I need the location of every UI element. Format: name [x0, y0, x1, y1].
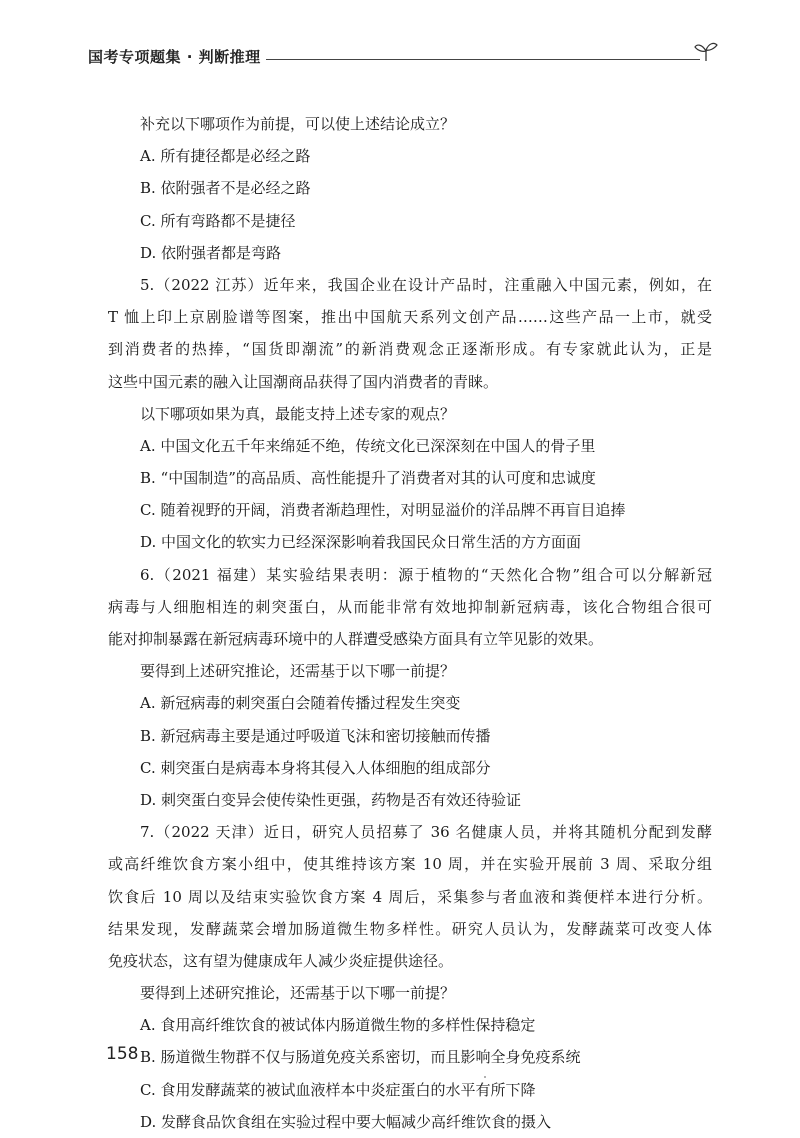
question-stem: 要得到上述研究推论，还需基于以下哪一前提？ — [140, 984, 456, 1003]
option-b: B. 新冠病毒主要是通过呼吸道飞沫和密切接触而传播 — [140, 726, 491, 745]
option-d: D. 中国文化的软实力已经深深影响着我国民众日常生活的方方面面 — [140, 533, 582, 552]
header-title: 国考专项题集 · 判断推理 — [88, 48, 261, 66]
question-stem: 以下哪项如果为真，最能支持上述专家的观点？ — [140, 404, 456, 423]
passage-line: 能对抑制暴露在新冠病毒环境中的人群遭受感染方面具有立竿见影的效果。 — [108, 630, 604, 648]
option-c: C. 刺突蛋白是病毒本身将其侵入人体细胞的组成部分 — [140, 758, 491, 777]
passage-line: 病毒与人细胞相连的刺突蛋白，从而能非常有效地抑制新冠病毒，该化合物组合很可 — [108, 597, 712, 616]
page-number: 158 — [106, 1044, 139, 1064]
passage-line: 这些中国元素的融入让国潮商品获得了国内消费者的青睐。 — [108, 372, 499, 391]
question-4-tail — [108, 108, 712, 269]
option-a: A. 食用高纤维饮食的被试体内肠道微生物的多样性保持稳定 — [140, 1016, 536, 1035]
option-b: B. 依附强者不是必经之路 — [140, 179, 311, 198]
option-a: A. 新冠病毒的刺突蛋白会随着传播过程发生突变 — [140, 694, 461, 713]
passage-line: 到消费者的热捧，“国货即潮流”的新消费观念正逐渐形成。有专家就此认为，正是 — [108, 340, 712, 359]
option-c: C. 所有弯路都不是捷径 — [140, 211, 296, 230]
sprout-icon — [694, 40, 718, 62]
passage-line: 免疫状态，这有望为健康成年人减少炎症提供途径。 — [108, 951, 454, 970]
question-7 — [108, 816, 712, 1138]
passage-line: 饮食后 10 周以及结束实验饮食方案 4 周后，采集参与者血液和粪便样本进行分析。 — [108, 887, 712, 906]
question-5 — [108, 269, 712, 559]
passage-line: 7.（2022 天津）近日，研究人员招募了 36 名健康人员，并将其随机分配到发酵 — [140, 823, 712, 842]
header-rule — [266, 59, 700, 60]
option-c: C. 随着视野的开阔，消费者渐趋理性，对明显溢价的洋品牌不再盲目追捧 — [140, 501, 626, 520]
passage-line: 5.（2022 江苏）近年来，我国企业在设计产品时，注重融入中国元素，例如，在 — [140, 275, 712, 294]
page-body — [108, 108, 712, 1138]
question-stem: 补充以下哪项作为前提，可以使上述结论成立？ — [140, 115, 456, 133]
scan-dot — [484, 1076, 486, 1078]
option-a: A. 所有捷径都是必经之路 — [140, 147, 311, 166]
option-d: D. 发酵食品饮食组在实验过程中要大幅减少高纤维饮食的摄入 — [140, 1112, 552, 1131]
passage-line: 结果发现，发酵蔬菜会增加肠道微生物多样性。研究人员认为，发酵蔬菜可改变人体 — [108, 919, 712, 938]
passage-line: 6.（2021 福建）某实验结果表明：源于植物的“天然化合物”组合可以分解新冠 — [140, 565, 712, 584]
option-d: D. 刺突蛋白变异会使传染性更强，药物是否有效还待验证 — [140, 790, 522, 809]
question-stem: 要得到上述研究推论，还需基于以下哪一前提？ — [140, 662, 456, 681]
option-a: A. 中国文化五千年来绵延不绝，传统文化已深深刻在中国人的骨子里 — [140, 436, 596, 455]
passage-line: 或高纤维饮食方案小组中，使其维持该方案 10 周，并在实验开展前 3 周、采取分组 — [108, 855, 712, 874]
option-b: B. “中国制造”的高品质、高性能提升了消费者对其的认可度和忠诚度 — [140, 469, 596, 488]
option-b: B. 肠道微生物群不仅与肠道免疫关系密切，而且影响全身免疫系统 — [140, 1048, 581, 1067]
running-header — [88, 46, 718, 70]
passage-line: T 恤上印上京剧脸谱等图案，推出中国航天系列文创产品……这些产品一上市，就受 — [108, 308, 712, 327]
option-c: C. 食用发酵蔬菜的被试血液样本中炎症蛋白的水平有所下降 — [140, 1080, 536, 1099]
option-d: D. 依附强者都是弯路 — [140, 243, 282, 262]
question-6 — [108, 559, 712, 817]
